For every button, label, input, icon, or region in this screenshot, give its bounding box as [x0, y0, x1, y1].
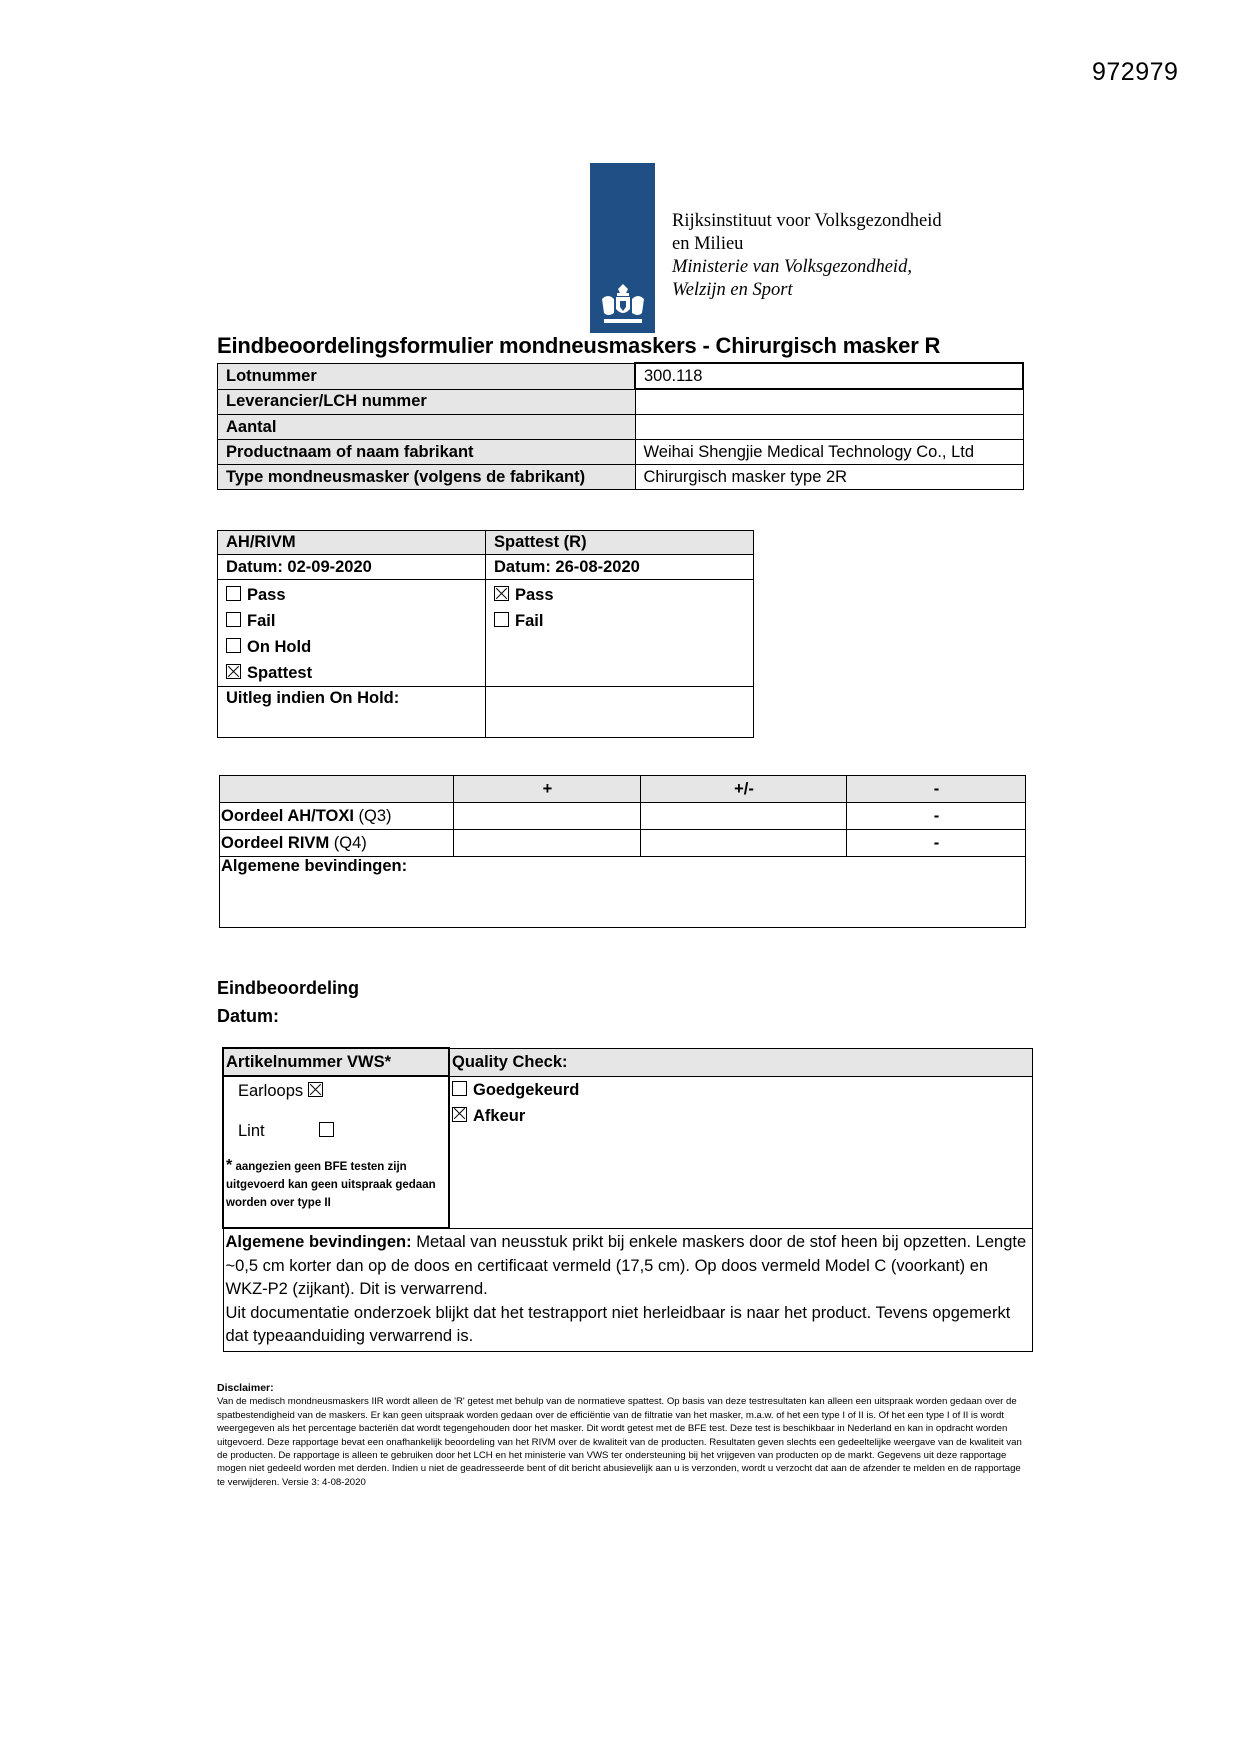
- option-earloops[interactable]: [226, 1077, 446, 1105]
- option-fail[interactable]: [226, 608, 477, 634]
- col-header-plus: +: [454, 776, 641, 803]
- col-header-plus-minus: +/-: [641, 776, 847, 803]
- corner-cell: [220, 776, 454, 803]
- table-row: [218, 415, 1024, 440]
- disclaimer-text: Van de medisch mondneusmaskers IIR wordt alleen de 'R' getest met behulp van de normatieve spattest. Op basis van deze testresultaten kan alleen een uitspraak worden gedaan over de spatbestendigheid van de maskers. Er kan geen uitspraak worden gedaan over de efficiëntie van de filtratie van het masker, m.a.w. of het een type I of II is. Of het een type I of II is wordt weergegeven als het percentage bacteriën dat wordt tegengehouden door het masker. Dit wordt getest met de BFE test. Deze test is beschikbaar in Nederland en kan in opdracht worden uitgevoerd. Deze rapportage bevat een onafhankelijk beoordeling van het RIVM over de kwaliteit van de producten. Resultaten geven slechts een gedeeltelijke weergave van de kwaliteit van de producten. De rapportage is alleen te gebruiken door het LCH en het ministerie van VWS ter ondersteuning bij het vrijgeven van producten op de markt. Gegevens uit deze rapportage mogen niet gedeeld worden met derden. Indien u niet de geadresseerde bent of dit bericht abusievelijk aan u is verzonden, wordt u verzocht dat aan de afzender te melden en de rapportage te verwijderen. Versie 3: 4-08-2020: [217, 1396, 1022, 1488]
- checkbox-icon: [226, 612, 241, 627]
- option-label: Fail: [515, 612, 544, 630]
- option-pass[interactable]: [494, 582, 745, 608]
- option-label: Fail: [247, 612, 276, 630]
- on-hold-explanation: [486, 687, 754, 738]
- cell: -: [847, 830, 1026, 857]
- manufacturer-value: Weihai Shengjie Medical Technology Co., Ltd: [635, 440, 1023, 465]
- lot-number-value: 300.118: [635, 363, 1023, 389]
- option-approved[interactable]: [452, 1077, 1030, 1103]
- checked-checkbox-icon: [226, 664, 241, 679]
- checkbox-icon: [452, 1081, 467, 1096]
- checkbox-icon: [226, 638, 241, 653]
- quality-options: [449, 1076, 1033, 1228]
- final-date-label: Datum:: [217, 1006, 279, 1026]
- checkbox-icon: [319, 1122, 334, 1137]
- option-label: Spattest: [247, 664, 313, 682]
- checked-checkbox-icon: [308, 1082, 323, 1097]
- judgement-table: [219, 775, 1026, 928]
- option-lint[interactable]: [226, 1105, 446, 1145]
- row-label: Type mondneusmasker (volgens de fabrikant): [218, 465, 636, 490]
- row-label: Productnaam of naam fabrikant: [218, 440, 636, 465]
- spattest-header: Spattest (R): [486, 531, 754, 555]
- cell: [454, 830, 641, 857]
- supplier-value: [635, 389, 1023, 415]
- bfe-note: * aangezien geen BFE testen zijn uitgevoerd kan geen uitspraak gedaan worden over type II: [226, 1157, 436, 1209]
- table-row: [218, 465, 1024, 490]
- ah-rivm-date: Datum: 02-09-2020: [218, 555, 486, 580]
- mask-type-value: Chirurgisch masker type 2R: [635, 465, 1023, 490]
- cell: -: [847, 803, 1026, 830]
- disclaimer: [217, 1382, 1027, 1489]
- row-label: Oordeel RIVM (Q4): [220, 830, 454, 857]
- findings-text: Metaal van neusstuk prikt bij enkele maskers door de stof heen bij opzetten. Lengte ~0,5 cm korter dan op de doos en certificaat vermeld (17,5 cm). Op doos vermeld Model C (voorkant) en WKZ-P2 (zijkant). Dit is verwarrend.: [225, 1233, 1027, 1298]
- disclaimer-heading: Disclaimer:: [217, 1382, 274, 1394]
- option-spattest[interactable]: [226, 660, 477, 686]
- checkbox-icon: [226, 586, 241, 601]
- table-row: [220, 830, 1026, 857]
- row-label: Lotnummer: [218, 363, 636, 389]
- option-label: Earloops: [238, 1082, 304, 1100]
- table-row: [218, 363, 1024, 389]
- option-pass[interactable]: [226, 582, 477, 608]
- option-rejected[interactable]: [452, 1103, 1030, 1129]
- findings-label: Algemene bevindingen:: [225, 1233, 412, 1251]
- general-findings: [223, 1228, 1033, 1351]
- coat-of-arms-icon: [590, 280, 655, 330]
- organization-name: [672, 210, 942, 302]
- option-label: Lint: [238, 1122, 265, 1140]
- article-options: [223, 1076, 449, 1228]
- ah-rivm-options: [218, 580, 486, 687]
- document-id: 972979: [1092, 58, 1179, 86]
- on-hold-label: Uitleg indien On Hold:: [218, 687, 486, 738]
- final-assessment-table: [222, 1047, 1033, 1352]
- form-title: Eindbeoordelingsformulier mondneusmaskers - Chirurgisch masker R: [217, 333, 941, 358]
- ah-rivm-header: AH/RIVM: [218, 531, 486, 555]
- spattest-date: Datum: 26-08-2020: [486, 555, 754, 580]
- col-header-minus: -: [847, 776, 1026, 803]
- checkbox-icon: [494, 612, 509, 627]
- general-findings-label: Algemene bevindingen:: [220, 857, 1026, 928]
- table-row: [220, 803, 1026, 830]
- row-label: Aantal: [218, 415, 636, 440]
- option-label: Afkeur: [473, 1106, 526, 1125]
- option-on-hold[interactable]: [226, 634, 477, 660]
- option-label: Pass: [515, 586, 554, 604]
- cell: [641, 830, 847, 857]
- spattest-options: [486, 580, 754, 687]
- option-label: Goedgekeurd: [473, 1080, 580, 1099]
- option-fail[interactable]: [494, 608, 745, 634]
- final-assessment-title: Eindbeoordeling: [217, 978, 359, 998]
- checked-checkbox-icon: [452, 1107, 467, 1122]
- test-result-table: [217, 530, 754, 738]
- article-number-header: Artikelnummer VWS*: [223, 1048, 449, 1076]
- product-info-table: [217, 362, 1024, 490]
- org-line-4: Welzijn en Sport: [672, 280, 793, 300]
- checked-checkbox-icon: [494, 586, 509, 601]
- row-label: Leverancier/LCH nummer: [218, 389, 636, 415]
- table-row: [218, 389, 1024, 415]
- findings-text-2: Uit documentatie onderzoek blijkt dat het testrapport niet herleidbaar is naar het product. Tevens opgemerkt dat typeaanduiding verwarrend is.: [225, 1303, 1011, 1345]
- table-row: [218, 440, 1024, 465]
- cell: [641, 803, 847, 830]
- org-line-3: Ministerie van Volksgezondheid,: [672, 257, 912, 277]
- cell: [454, 803, 641, 830]
- quality-check-header: Quality Check:: [449, 1048, 1033, 1076]
- org-line-1: Rijksinstituut voor Volksgezondheid: [672, 211, 942, 231]
- option-label: On Hold: [247, 638, 312, 656]
- option-label: Pass: [247, 586, 286, 604]
- quantity-value: [635, 415, 1023, 440]
- row-label: Oordeel AH/TOXI (Q3): [220, 803, 454, 830]
- org-line-2: en Milieu: [672, 234, 744, 254]
